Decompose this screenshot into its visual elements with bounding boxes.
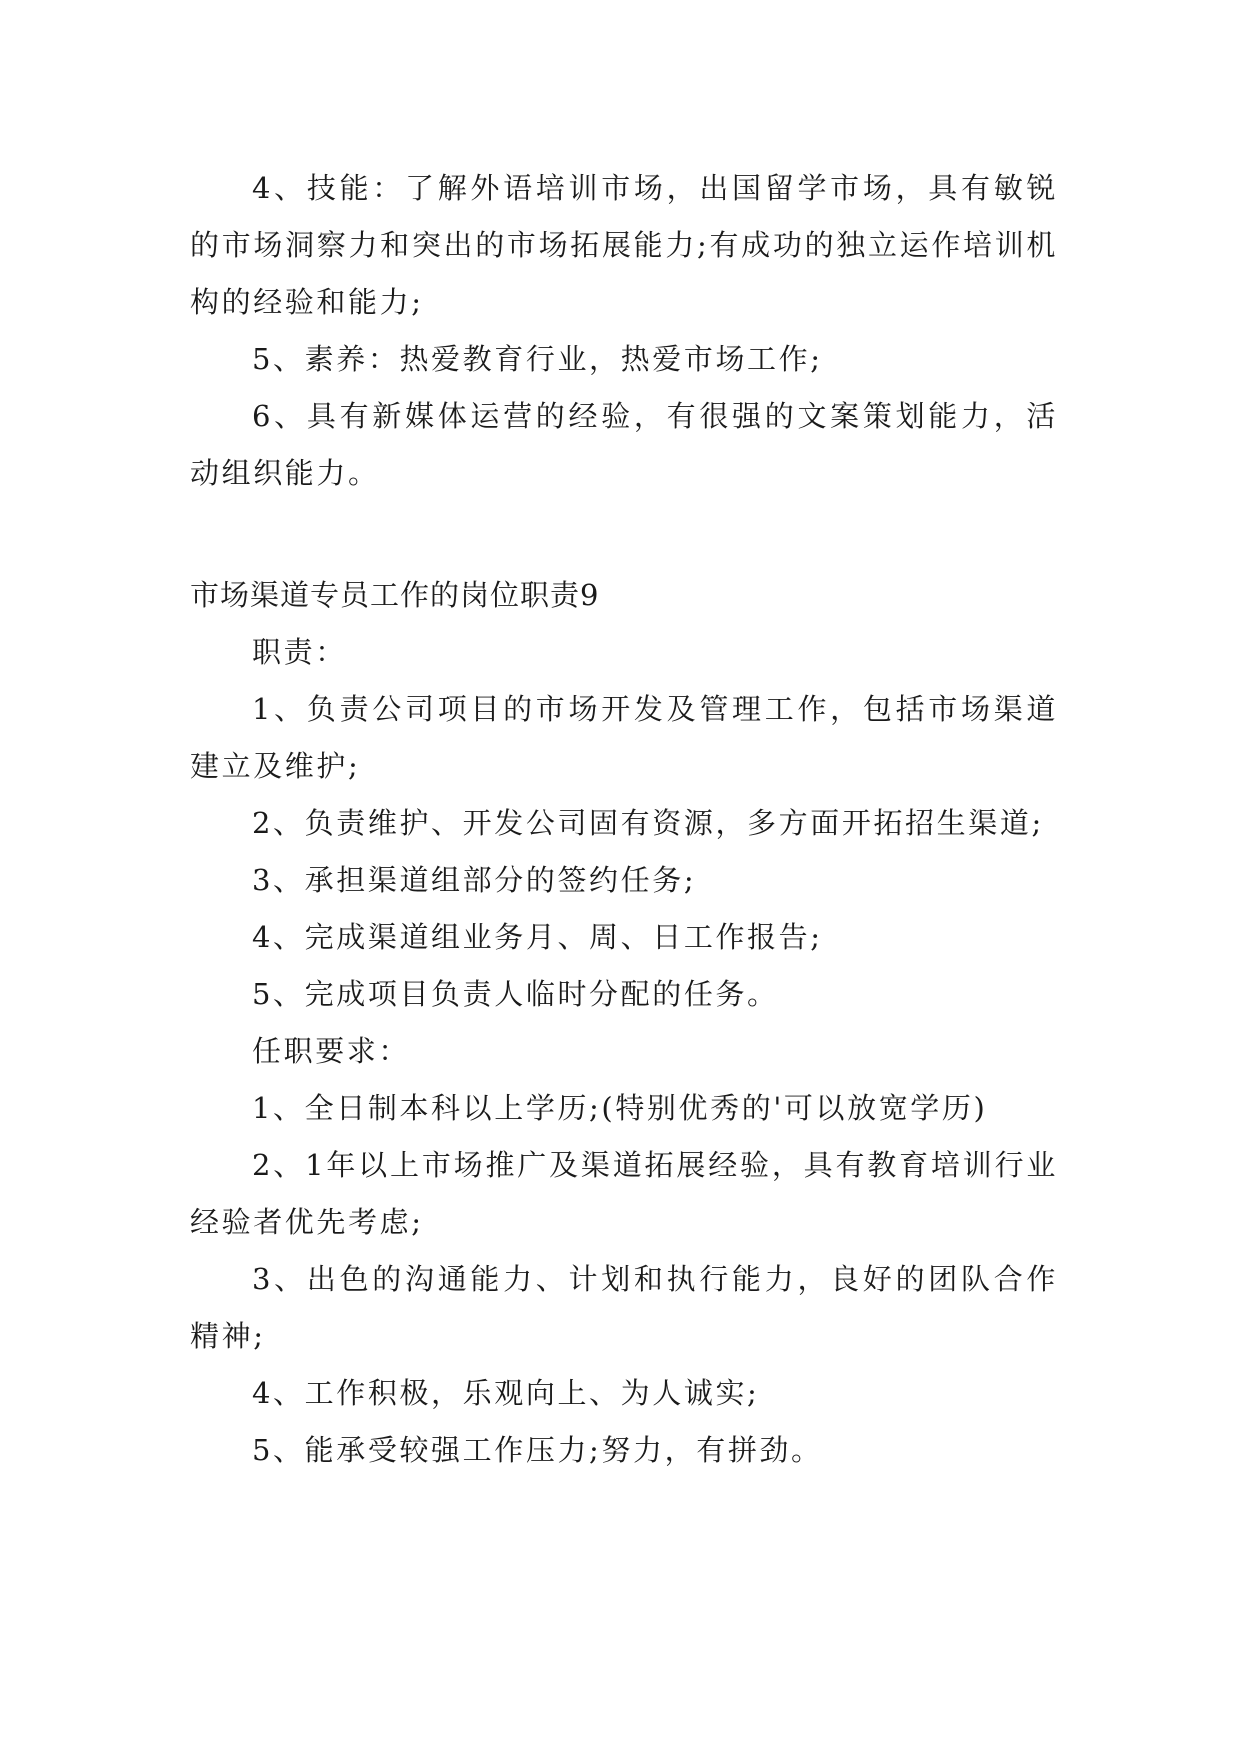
- paragraph-new-media: 6、具有新媒体运营的经验，有很强的文案策划能力，活动组织能力。: [190, 399, 1058, 490]
- requirement-item: 3、出色的沟通能力、计划和执行能力，良好的团队合作精神;: [190, 1262, 1058, 1353]
- requirement-item: 4、工作积极，乐观向上、为人诚实;: [252, 1376, 760, 1410]
- paragraph-attitude: 5、素养：热爱教育行业，热爱市场工作;: [252, 342, 823, 376]
- duty-item: 4、完成渠道组业务月、周、日工作报告;: [252, 920, 823, 954]
- requirements-label: 任职要求：: [252, 1034, 411, 1068]
- paragraph-skills: 4、技能：了解外语培训市场，出国留学市场，具有敏锐的市场洞察力和突出的市场拓展能力;有成功的独立运作培训机构的经验和能力;: [190, 171, 1058, 319]
- duty-item: 1、负责公司项目的市场开发及管理工作，包括市场渠道建立及维护;: [190, 692, 1058, 783]
- requirement-item: 2、1年以上市场推广及渠道拓展经验，具有教育培训行业经验者优先考虑;: [190, 1148, 1058, 1239]
- duties-label: 职责：: [252, 635, 347, 669]
- duty-item: 3、承担渠道组部分的签约任务;: [252, 863, 697, 897]
- section-heading: 市场渠道专员工作的岗位职责9: [190, 578, 600, 612]
- duty-item: 2、负责维护、开发公司固有资源，多方面开拓招生渠道;: [252, 806, 1044, 840]
- document-page: [190, 160, 1058, 1479]
- requirement-item: 5、能承受较强工作压力;努力，有拼劲。: [252, 1433, 823, 1467]
- requirement-item: 1、全日制本科以上学历;(特别优秀的'可以放宽学历): [252, 1091, 988, 1125]
- duty-item: 5、完成项目负责人临时分配的任务。: [252, 977, 779, 1011]
